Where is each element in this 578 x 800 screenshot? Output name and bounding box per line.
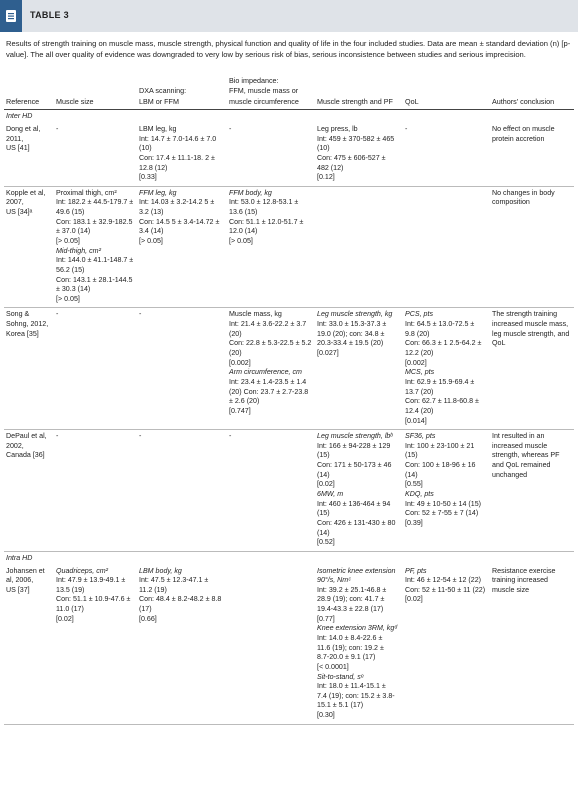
cell-line: Arm circumference, cm: [229, 368, 302, 377]
cell-line: -: [405, 124, 408, 133]
cell-line: (10): [139, 144, 152, 153]
cell-line: 8.7-20.0 ± 9.1 (17): [317, 653, 376, 662]
cell-line: US [37]: [6, 585, 30, 594]
cell-line: Con: 183.1 ± 32.9-182.5: [56, 217, 133, 226]
cell-line: FFM body, kg: [229, 188, 272, 197]
cell-line: Quadriceps, cm²: [56, 566, 109, 575]
cell-line: 7.4 (19); con: 15.2 ± 3.8-: [317, 691, 395, 700]
cell-line: Dong et al,: [6, 124, 41, 133]
cell-line: Korea [35]: [6, 329, 39, 338]
cell-line: Int: 33.0 ± 15.3-37.3 ±: [317, 320, 387, 329]
cell-line: Int: 144.0 ± 41.1-148.7 ±: [56, 256, 134, 265]
cell-line: (14): [317, 470, 330, 479]
cell-line: protein accretion: [492, 134, 545, 143]
cell-line: Con: 475 ± 606-527 ±: [317, 153, 386, 162]
cell-line: Leg muscle strength, lbᵇ: [317, 432, 393, 441]
cell-line: [0.12]: [317, 173, 335, 182]
cell-dxa: [137, 308, 227, 430]
cell-line: 28.9 (19); con: 41.7 ±: [317, 595, 385, 604]
cell-line: Muscle mass, kg: [229, 310, 282, 319]
cell-line: increased muscle mass,: [492, 320, 569, 329]
cell-line: Con: 100 ± 18-96 ± 16: [405, 461, 476, 470]
cell-line: (10): [317, 144, 330, 153]
cell-line: Leg press, lb: [317, 124, 358, 133]
cell-line: Con: 171 ± 50-173 ± 46: [317, 461, 392, 470]
cell-qol: [403, 186, 490, 308]
cell-line: -: [56, 310, 59, 319]
cell-line: Resistance exercise: [492, 566, 556, 575]
cell-reference: [4, 565, 54, 725]
cell-reference: [4, 430, 54, 552]
cell-strength: [315, 123, 403, 186]
cell-conclusion: [490, 308, 574, 430]
cell-qol: [403, 123, 490, 186]
group-label: Intra HD: [6, 553, 33, 562]
cell-line: [0.02]: [56, 614, 74, 623]
col-reference: Reference: [4, 76, 54, 110]
cell-line: (20): [229, 349, 242, 358]
cell-line: 482 (12): [317, 163, 344, 172]
cell-line: increased muscle: [492, 441, 548, 450]
cell-line: FFM leg, kg: [139, 188, 177, 197]
cell-line: PCS, pts: [405, 310, 433, 319]
table-header-bar: [0, 0, 578, 32]
cell-line: Int: 100 ± 23-100 ± 21: [405, 441, 475, 450]
cell-line: 13.7 (20): [405, 387, 434, 396]
cell-line: Con: 52 ± 7-55 ± 7 (14): [405, 509, 479, 518]
cell-line: 11.0 (17): [56, 605, 84, 614]
cell-line: [0.39]: [405, 518, 423, 527]
cell-dxa: [137, 123, 227, 186]
cell-line: muscle size: [492, 585, 530, 594]
cell-conclusion: [490, 186, 574, 308]
cell-line: (14): [317, 528, 330, 537]
cell-line: composition: [492, 198, 530, 207]
results-table: [4, 76, 574, 725]
group-row-intra-hd: [4, 551, 574, 564]
cell-line: Int: 460 ± 136-464 ± 94: [317, 499, 391, 508]
cell-line: 56.2 (15): [56, 265, 85, 274]
cell-line: -: [139, 432, 142, 441]
cell-line: [0.33]: [139, 173, 157, 182]
table-row: [4, 430, 574, 552]
cell-conclusion: [490, 430, 574, 552]
cell-line: Canada [36]: [6, 451, 45, 460]
cell-line: 2011,: [6, 134, 24, 143]
cell-line: SF36, pts: [405, 432, 436, 441]
cell-reference: [4, 186, 54, 308]
cell-line: (15): [317, 509, 330, 518]
cell-strength: [315, 565, 403, 725]
cell-dxa: [137, 430, 227, 552]
cell-line: 6MW, m: [317, 490, 344, 499]
cell-line: No changes in body: [492, 188, 555, 197]
cell-line: Con: 66.3 ± 1 2.5-64.2 ±: [405, 339, 482, 348]
cell-line: Int: 47.9 ± 13.9-49.1 ±: [56, 576, 126, 585]
cell-line: -: [56, 124, 59, 133]
col-bio-impedance: Bio impedance: FFM, muscle mass or muscle circumference: [227, 76, 315, 110]
cell-line: Con: 48.4 ± 8.2-48.2 ± 8.8: [139, 595, 222, 604]
cell-line: Int: 62.9 ± 15.9-69.4 ±: [405, 377, 475, 386]
cell-conclusion: [490, 565, 574, 725]
cell-line: [0.002]: [405, 358, 427, 367]
cell-line: Con: 22.8 ± 5.3-22.5 ± 5.2: [229, 339, 312, 348]
table-caption: Results of strength training on muscle mass, muscle strength, physical function and quality of life in the four included studies. Data are mean ± standard deviation (n) [p-value]. The all over quality of evidence was downgraded to very low by serious risk of bias, serious inconsistence between studies and serious imprecision.: [6, 39, 571, 60]
cell-line: 12.2 (20): [405, 349, 434, 358]
cell-qol: [403, 308, 490, 430]
cell-line: No effect on muscle: [492, 124, 555, 133]
cell-strength: [315, 430, 403, 552]
group-row-inter-hd: [4, 110, 574, 123]
cell-line: 19.4-43.3 ± 22.8 (17): [317, 605, 384, 614]
col-strength: Muscle strength and PF: [315, 76, 403, 110]
cell-line: Johansen et: [6, 566, 45, 575]
cell-line: Int: 47.5 ± 12.3-47.1 ±: [139, 576, 209, 585]
cell-line: Leg muscle strength, kg: [317, 310, 393, 319]
cell-line: al, 2006,: [6, 576, 34, 585]
cell-line: Int: 21.4 ± 3.6-22.2 ± 3.7: [229, 320, 307, 329]
cell-line: [< 0.0001]: [317, 662, 349, 671]
cell-line: -: [229, 432, 232, 441]
cell-line: [0.014]: [405, 416, 427, 425]
cell-line: ± 30.3 (14): [56, 285, 91, 294]
cell-line: Int: 182.2 ± 44.5-179.7 ±: [56, 198, 134, 207]
cell-line: 3.4 (14): [139, 227, 164, 236]
cell-line: 12.4 (20): [405, 406, 434, 415]
cell-line: 90°/s, Nmᶜ: [317, 576, 351, 585]
cell-line: leg muscle strength, and: [492, 329, 570, 338]
table-row: [4, 565, 574, 725]
cell-muscle-size: [54, 186, 137, 308]
cell-line: Int: 23.4 ± 1.4-23.5 ± 1.4: [229, 377, 307, 386]
cell-line: 9.8 (20): [405, 329, 430, 338]
cell-line: ± 37.0 (14): [56, 227, 91, 236]
cell-line: (15): [405, 451, 418, 460]
cell-line: Con: 17.4 ± 11.1-18. 2 ±: [139, 153, 215, 162]
cell-line: [0.77]: [317, 614, 335, 623]
cell-line: [0.30]: [317, 711, 335, 720]
cell-line: Int: 14.7 ± 7.0-14.6 ± 7.0: [139, 134, 217, 143]
cell-line: Sit-to-stand, sᵉ: [317, 672, 364, 681]
document-icon: [0, 0, 22, 32]
table-title: TABLE 3: [30, 10, 69, 20]
cell-qol: [403, 430, 490, 552]
cell-line: Con: 143.1 ± 28.1-144.5: [56, 275, 133, 284]
cell-dxa: [137, 565, 227, 725]
cell-line: Int: 166 ± 94-228 ± 129: [317, 441, 391, 450]
cell-strength: [315, 308, 403, 430]
cell-line: DePaul et al,: [6, 432, 47, 441]
cell-line: Mid-thigh, cm²: [56, 246, 101, 255]
cell-line: [> 0.05]: [139, 237, 163, 245]
cell-line: [> 0.05]: [56, 237, 80, 245]
cell-muscle-size: [54, 430, 137, 552]
cell-line: Int: 18.0 ± 11.4-15.1 ±: [317, 682, 386, 691]
cell-line: [> 0.05]: [56, 294, 80, 303]
table-row: [4, 123, 574, 186]
cell-line: LBM leg, kg: [139, 124, 177, 133]
col-muscle-size: Muscle size: [54, 76, 137, 110]
cell-line: Con: 51.1 ± 12.0-51.7 ±: [229, 217, 304, 226]
cell-line: [0.52]: [317, 538, 335, 547]
cell-reference: [4, 123, 54, 186]
cell-line: 3.2 (13): [139, 208, 164, 217]
cell-line: Int resulted in an: [492, 432, 545, 441]
cell-line: US [41]: [6, 144, 30, 153]
cell-line: 2002,: [6, 441, 24, 450]
cell-line: Isometric knee extension: [317, 566, 396, 575]
cell-line: Con: 14.5 5 ± 3.4-14.72 ±: [139, 217, 220, 226]
cell-line: -: [139, 310, 142, 319]
cell-line: (14): [405, 470, 418, 479]
cell-reference: [4, 308, 54, 430]
cell-bio: [227, 565, 315, 725]
cell-line: (20) Con: 23.7 ± 2.7-23.8: [229, 387, 309, 396]
cell-line: Int: 459 ± 370-582 ± 465: [317, 134, 395, 143]
cell-line: Con: 51.1 ± 10.9-47.6 ±: [56, 595, 131, 604]
col-dxa: DXA scanning: LBM or FFM: [137, 76, 227, 110]
cell-line: [> 0.05]: [229, 237, 253, 245]
cell-muscle-size: [54, 565, 137, 725]
cell-line: 12.0 (14): [229, 227, 258, 236]
cell-line: [0.55]: [405, 480, 423, 489]
cell-line: unchanged: [492, 470, 528, 479]
table-row: [4, 308, 574, 430]
cell-line: 13.5 (19): [56, 585, 85, 594]
cell-strength: [315, 186, 403, 308]
cell-line: 49.6 (15): [56, 208, 85, 217]
cell-line: Con: 62.7 ± 11.8-60.8 ±: [405, 397, 479, 406]
cell-line: Con: 426 ± 131-430 ± 80: [317, 518, 396, 527]
cell-bio: [227, 123, 315, 186]
cell-line: 2007,: [6, 198, 24, 207]
cell-line: 13.6 (15): [229, 208, 258, 217]
cell-line: Knee extension 3RM, kgᵈ: [317, 624, 398, 633]
cell-line: 20.3-33.4 ± 19.5 (20): [317, 339, 384, 348]
cell-line: and QoL remained: [492, 461, 551, 470]
cell-line: [0.002]: [229, 358, 251, 367]
cell-line: (15): [317, 451, 330, 460]
table-row: [4, 186, 574, 308]
cell-line: [0.02]: [405, 595, 423, 604]
cell-dxa: [137, 186, 227, 308]
cell-line: PF, pts: [405, 566, 427, 575]
cell-muscle-size: [54, 123, 137, 186]
cell-line: Proximal thigh, cm²: [56, 188, 117, 197]
cell-bio: [227, 186, 315, 308]
col-conclusion: Authors' conclusion: [490, 76, 574, 110]
group-label: Inter HD: [6, 112, 33, 121]
cell-bio: [227, 430, 315, 552]
cell-line: [0.747]: [229, 406, 251, 415]
cell-line: Song &: [6, 310, 30, 319]
cell-line: ± 2.6 (20): [229, 397, 260, 406]
col-qol: QoL: [403, 76, 490, 110]
cell-line: [0.02]: [317, 480, 335, 489]
cell-line: [0.66]: [139, 614, 157, 623]
cell-line: KDQ, pts: [405, 490, 434, 499]
cell-line: Con: 52 ± 11-50 ± 11 (22): [405, 585, 486, 594]
cell-line: MCS, pts: [405, 368, 435, 377]
cell-conclusion: [490, 123, 574, 186]
cell-line: Int: 14.03 ± 3.2-14.2 5 ±: [139, 198, 215, 207]
cell-bio: [227, 308, 315, 430]
cell-line: Int: 39.2 ± 25.1-46.8 ±: [317, 585, 387, 594]
cell-line: 19.0 (20); con: 34.8 ±: [317, 329, 385, 338]
cell-line: Int: 49 ± 10-50 ± 14 (15): [405, 499, 482, 508]
cell-line: Kopple et al,: [6, 188, 46, 197]
cell-line: (20): [229, 329, 242, 338]
cell-line: 11.6 (19); con: 19.2 ±: [317, 643, 384, 652]
cell-line: training increased: [492, 576, 548, 585]
column-header-row: [4, 76, 574, 110]
cell-line: US [34]ᵃ: [6, 208, 33, 217]
cell-line: Int: 46 ± 12-54 ± 12 (22): [405, 576, 482, 585]
cell-line: The strength training: [492, 310, 558, 319]
cell-line: Int: 53.0 ± 12.8-53.1 ±: [229, 198, 299, 207]
cell-qol: [403, 565, 490, 725]
cell-line: 15.1 ± 5.1 (17): [317, 701, 364, 710]
cell-line: QoL: [492, 339, 506, 348]
cell-line: [0.027]: [317, 349, 339, 358]
cell-line: Int: 14.0 ± 8.4-22.6 ±: [317, 633, 383, 642]
cell-line: LBM body, kg: [139, 566, 182, 575]
cell-line: 12.8 (12): [139, 163, 168, 172]
cell-line: strength, whereas PF: [492, 451, 560, 460]
cell-muscle-size: [54, 308, 137, 430]
cell-line: (17): [139, 605, 152, 614]
cell-line: -: [56, 432, 59, 441]
cell-line: Int: 64.5 ± 13.0-72.5 ±: [405, 320, 475, 329]
cell-line: 11.2 (19): [139, 585, 167, 594]
cell-line: -: [229, 124, 232, 133]
cell-line: Sohng, 2012,: [6, 320, 49, 329]
